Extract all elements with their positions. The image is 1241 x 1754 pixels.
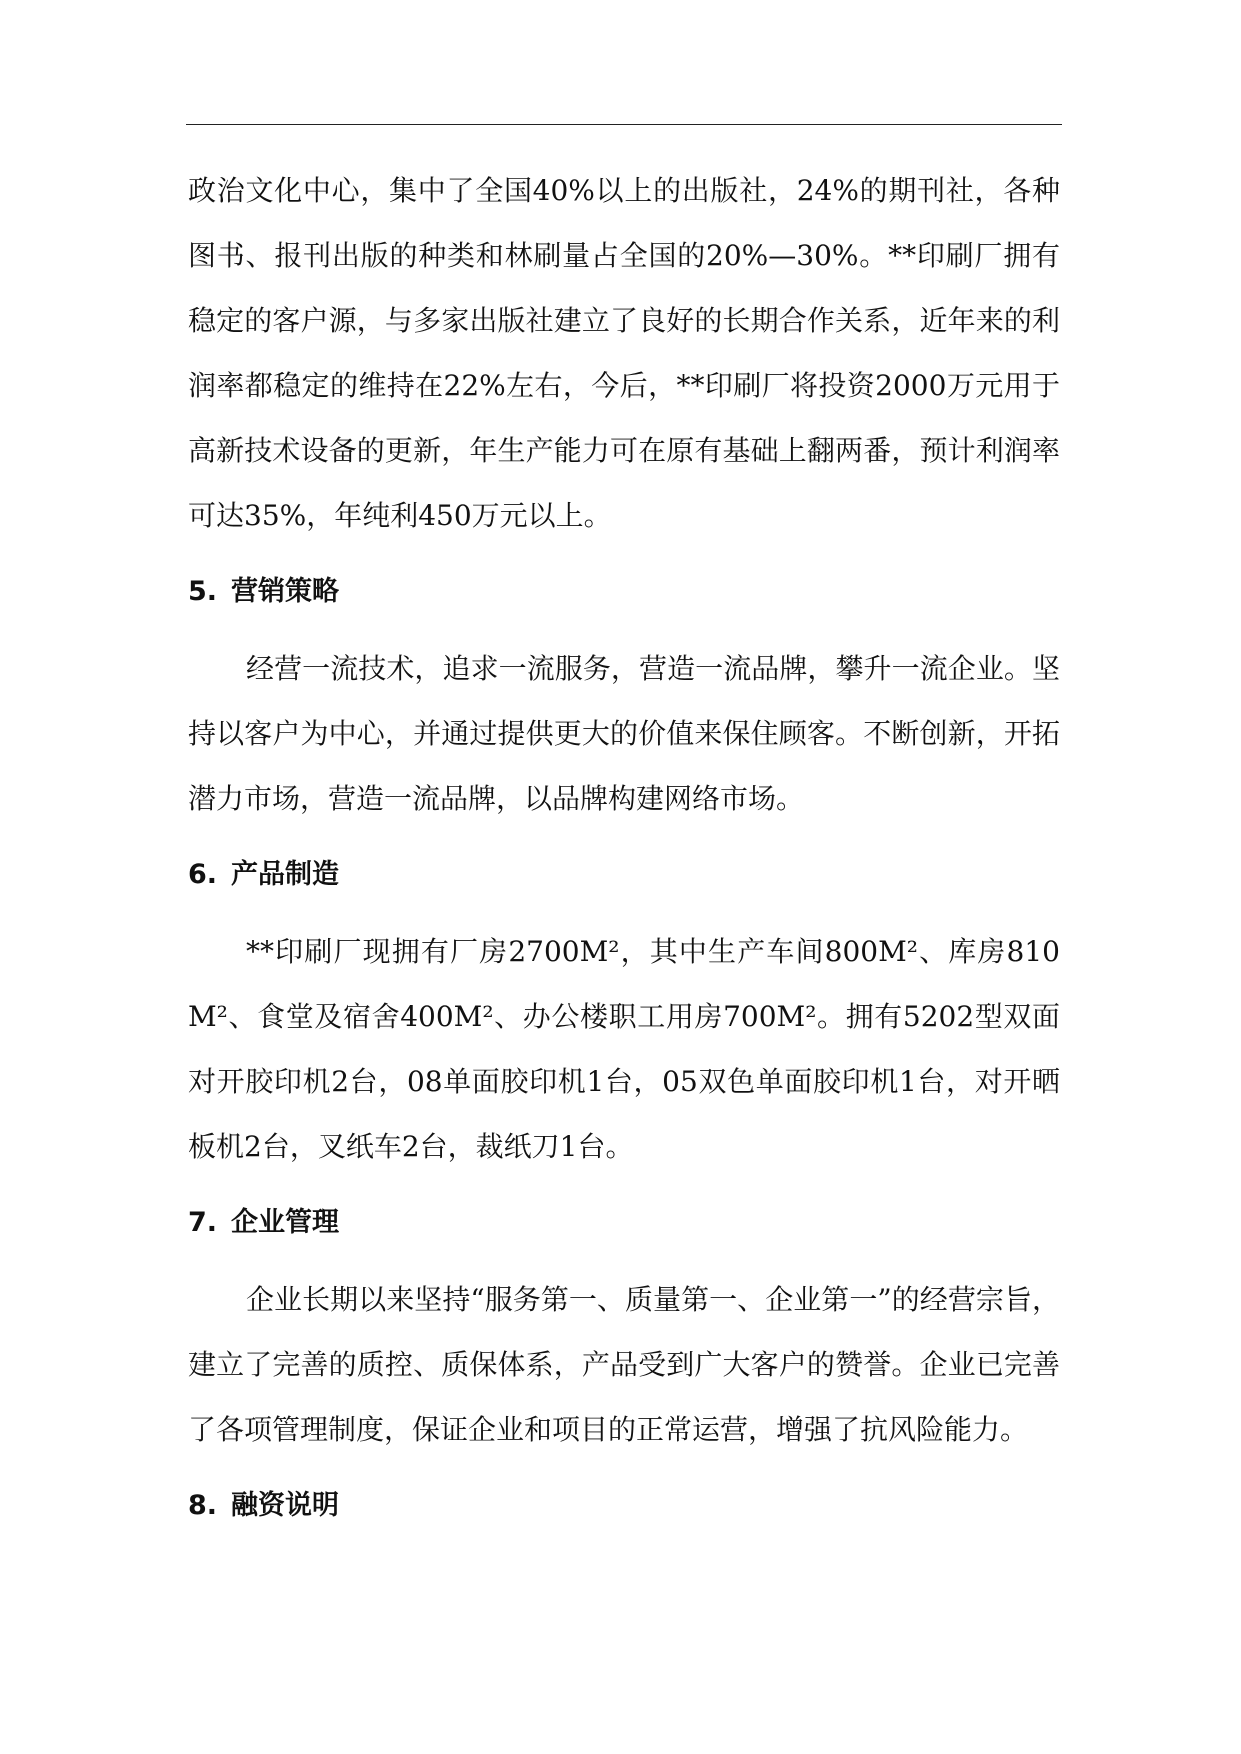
paragraph-marketing-strategy: 经营一流技术，追求一流服务，营造一流品牌，攀升一流企业。坚持以客户为中心，并通过提供更大的价值来保住顾客。不断创新，开拓潜力市场，营造一流品牌，以品牌构建网络市场。 (188, 652, 1060, 815)
section-number: 8. (188, 1490, 218, 1521)
section-number: 5. (188, 576, 218, 607)
section-heading-financing (188, 1486, 1060, 1526)
paragraph-market-overview: 政治文化中心，集中了全国40%以上的出版社，24%的期刊社，各种图书、报刊出版的种类和林刷量占全国的20%—30%。**印刷厂拥有稳定的客户源，与多家出版社建立了良好的长期合作关系，近年来的利润率都稳定的维持在22%左右，今后，**印刷厂将投资2000万元用于高新技术设备的更新，年生产能力可在原有基础上翻两番，预计利润率可达35%，年纯利450万元以上。 (188, 174, 1060, 532)
section-number: 6. (188, 859, 218, 890)
section-title: 企业管理 (231, 1207, 339, 1238)
section-heading-management (188, 1203, 1060, 1243)
section-heading-marketing (188, 572, 1060, 612)
section-title: 融资说明 (231, 1490, 339, 1521)
section-heading-manufacturing (188, 855, 1060, 895)
section-number: 7. (188, 1207, 218, 1238)
paragraph-manufacturing: **印刷厂现拥有厂房2700M²，其中生产车间800M²、库房810M²、食堂及宿舍400M²、办公楼职工用房700M²。拥有5202型双面对开胶印机2台，08单面胶印机1台，05双色单面胶印机1台，对开晒板机2台，叉纸车2台，裁纸刀1台。 (188, 935, 1060, 1163)
document-body (188, 158, 1060, 1526)
paragraph-management: 企业长期以来坚持“服务第一、质量第一、企业第一”的经营宗旨，建立了完善的质控、质保体系，产品受到广大客户的赞誉。企业已完善了各项管理制度，保证企业和项目的正常运营，增强了抗风险能力。 (188, 1283, 1060, 1446)
section-title: 营销策略 (231, 576, 339, 607)
header-rule (186, 124, 1062, 125)
section-title: 产品制造 (231, 859, 339, 890)
